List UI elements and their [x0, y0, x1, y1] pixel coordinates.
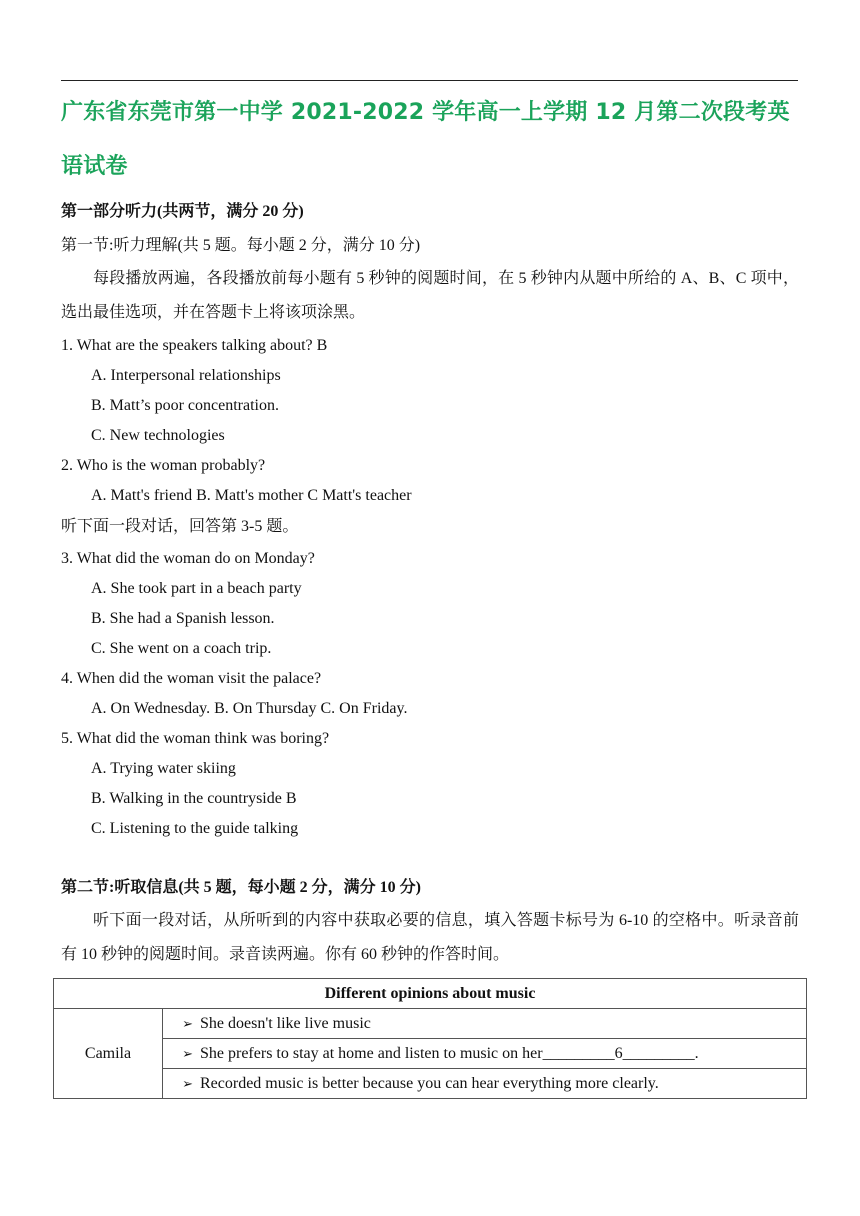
question-3-option-a: A. She took part in a beach party	[91, 580, 302, 597]
question-5-option-c: C. Listening to the guide talking	[91, 820, 299, 837]
section1-instructions: 每段播放两遍，各段播放前每小题有 5 秒钟的阅题时间，在 5 秒钟内从题中所给的 A、B、C 项中，选出最佳选项，并在答题卡上将该项涂黑。	[61, 270, 799, 321]
table-header: Different opinions about music	[54, 979, 807, 1009]
opinion-text: Recorded music is better because you can hear everything more clearly.	[200, 1074, 659, 1092]
question-3-option-b: B. She had a Spanish lesson.	[91, 610, 275, 627]
arrow-bullet-icon: ➢	[182, 1046, 193, 1062]
question-5-option-a: A. Trying water skiing	[91, 760, 236, 777]
question-4-options: A. On Wednesday. B. On Thursday C. On Friday.	[91, 700, 408, 717]
opinion-text: She prefers to stay at home and listen to music on her_________6_________.	[200, 1044, 699, 1062]
document-title: 广东省东莞市第一中学 2021-2022 学年高一上学期 12 月第二次段考英语试卷	[61, 100, 790, 179]
part2-instructions: 听下面一段对话，从所听到的内容中获取必要的信息，填入答题卡标号为 6-10 的空格中。听录音前有 10 秒钟的阅题时间。录音读两遍。你有 60 秒钟的作答时间。	[61, 912, 799, 963]
table-row	[163, 1039, 807, 1069]
dialog-note: 听下面一段对话，回答第 3-5 题。	[61, 518, 299, 535]
question-1-option-b: B. Matt’s poor concentration.	[91, 397, 279, 414]
arrow-bullet-icon: ➢	[182, 1016, 193, 1032]
question-2-options: A. Matt's friend B. Matt's mother C Matt's teacher	[91, 487, 412, 504]
question-5-option-b: B. Walking in the countryside B	[91, 790, 297, 807]
question-2: 2. Who is the woman probably?	[61, 457, 266, 474]
table-row	[163, 1009, 807, 1039]
part1-heading: 第一部分听力(共两节，满分 20 分)	[61, 203, 304, 220]
question-1-option-a: A. Interpersonal relationships	[91, 367, 281, 384]
question-1: 1. What are the speakers talking about? B	[61, 337, 328, 354]
question-1-option-c: C. New technologies	[91, 427, 225, 444]
table-person-cell: Camila	[54, 1009, 163, 1099]
arrow-bullet-icon: ➢	[182, 1076, 193, 1092]
opinion-text: She doesn't like live music	[200, 1014, 371, 1032]
opinions-table	[53, 978, 807, 1099]
question-3-option-c: C. She went on a coach trip.	[91, 640, 272, 657]
table-row	[163, 1069, 807, 1099]
question-3: 3. What did the woman do on Monday?	[61, 550, 315, 567]
question-5: 5. What did the woman think was boring?	[61, 730, 330, 747]
top-rule	[61, 80, 798, 81]
part2-heading: 第二节:听取信息(共 5 题，每小题 2 分，满分 10 分)	[61, 879, 421, 896]
section1-heading: 第一节:听力理解(共 5 题。每小题 2 分，满分 10 分)	[61, 237, 421, 254]
question-4: 4. When did the woman visit the palace?	[61, 670, 322, 687]
